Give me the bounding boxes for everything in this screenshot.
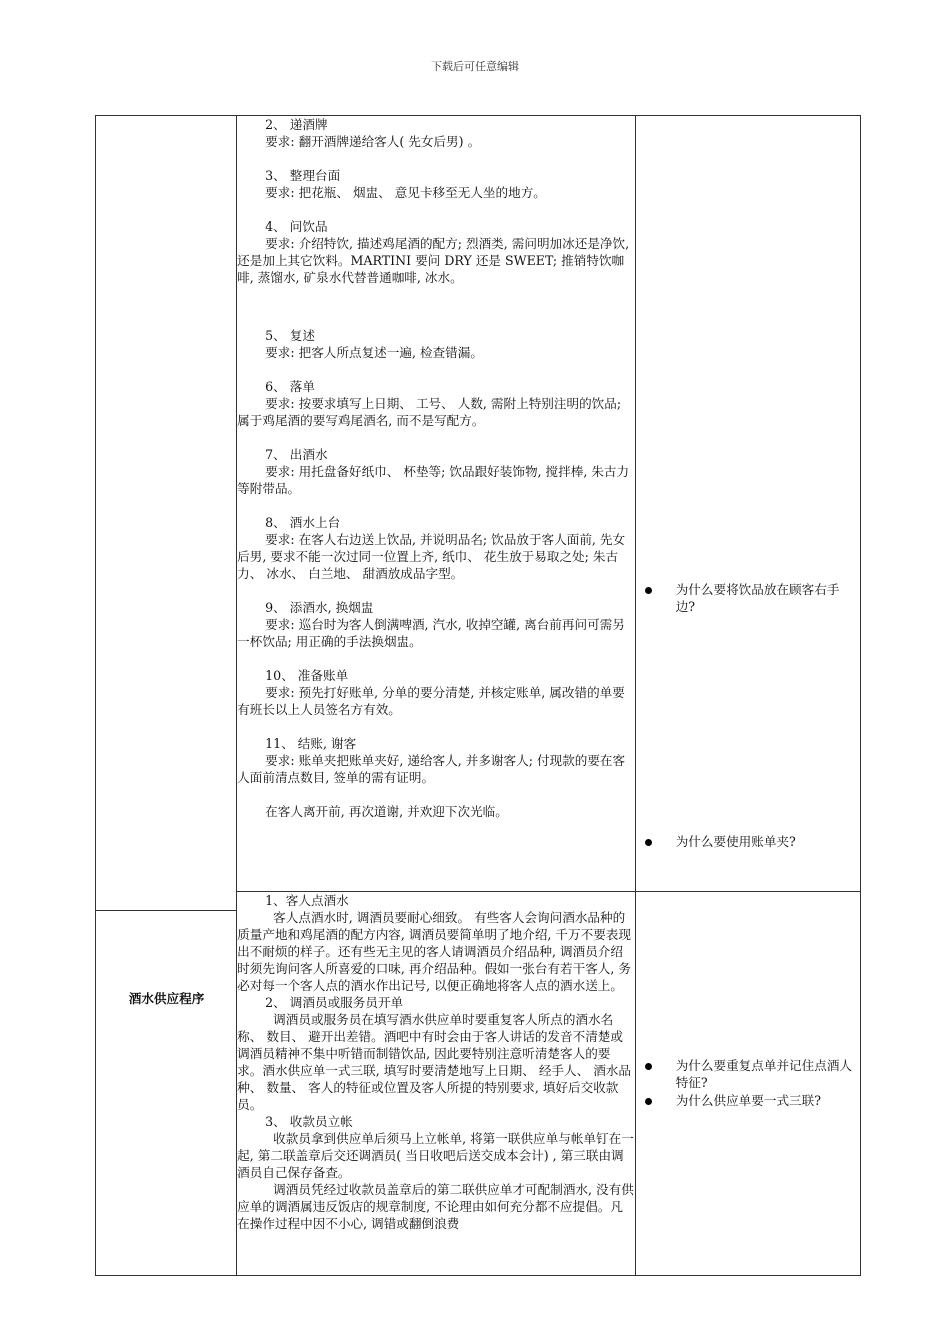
step-requirement: 要求: 把客人所点复述一遍, 检查错漏。 (265, 345, 483, 360)
step-requirement: 要求: 用托盘备好纸巾、 杯垫等; 饮品跟好装饰物, 搅拌棒, 朱古力等附带品。 (237, 464, 630, 496)
step-title: 7、 出酒水 (265, 447, 328, 462)
section-label: 酒水供应程序 (128, 991, 205, 1006)
bullet-icon (645, 1063, 652, 1070)
question-item (636, 1057, 861, 1091)
question-text: 为什么要使用账单夹? (675, 834, 796, 849)
closing-text: 在客人离开前, 再次道谢, 并欢迎下次光临。 (265, 804, 508, 819)
step-title: 5、 复述 (265, 328, 315, 343)
header-note: 下载后可任意编辑 (431, 60, 519, 73)
step-title: 8、 酒水上台 (265, 515, 341, 530)
procedure-text: 收款员拿到供应单后须马上立帐单, 将第一联供应单与帐单钉在一起, 第二联盖章后交还调酒员( 当日收吧后送交成本会计) , 第三联由调酒员自己保存备查。 (237, 1131, 634, 1181)
step-requirement: 要求: 按要求填写上日期、 工号、 人数, 需附上特别注明的饮品; 属于鸡尾酒的要写鸡尾酒名, 而不是写配方。 (237, 396, 622, 428)
label-cell-upper (96, 116, 236, 911)
procedure-title: 3、 收款员立帐 (265, 1114, 353, 1130)
bullet-icon (645, 1098, 652, 1105)
bullet-icon (645, 587, 652, 594)
step-title: 2、 递酒牌 (265, 117, 328, 132)
question-text: 为什么供应单要一式三联? (675, 1093, 821, 1109)
procedure-text: 客人点酒水时, 调酒员要耐心细致。 有些客人会询问酒水品种的质量产地和鸡尾酒的配方内容, 调酒员要简单明了地介绍, 千万不要表现出不耐烦的样子。还有些无主见的客人请调酒员介绍品种, 调酒员介绍时须先询问客人所喜爱的口味, 再介绍品种。假如一张台有若干客人, 务必对每一个客人点的酒水作出记号, 以便正确地将客人点的酒水送上。 (237, 910, 631, 994)
step-title: 11、 结账, 谢客 (265, 736, 357, 751)
procedure-table (95, 115, 861, 1276)
step-requirement: 要求: 把花瓶、 烟盅、 意见卡移至无人坐的地方。 (265, 185, 546, 200)
step-title: 3、 整理台面 (265, 168, 341, 183)
questions-cell (635, 116, 860, 892)
step-title: 6、 落单 (265, 379, 315, 394)
table-row (96, 116, 861, 892)
question-item (636, 581, 861, 615)
step-requirement: 要求: 翻开酒牌递给客人( 先女后男) 。 (265, 134, 481, 149)
step-requirement: 要求: 账单夹把账单夹好, 递给客人, 并多谢客人; 付现款的要在客人面前清点数目, 签单的需有证明。 (237, 753, 626, 785)
questions-cell (635, 892, 860, 1276)
step-requirement: 要求: 巡台时为客人倒满啤酒, 汽水, 收掉空罐, 离台前再问可需另一杯饮品; 用正确的手法换烟盅。 (237, 617, 625, 649)
steps-cell (237, 116, 636, 892)
label-cell (96, 116, 237, 1276)
question-text: 为什么要重复点单并记住点酒人特征? (675, 1058, 852, 1091)
step-requirement: 要求: 介绍特饮, 描述鸡尾酒的配方; 烈酒类, 需问明加冰还是净饮, 还是加上其它饮料。MARTINI 要问 DRY 还是 SWEET; 推销特饮咖啡, 蒸馏水, 矿泉水代替普通咖啡, 冰水。 (237, 236, 630, 285)
procedure-title: 2、 调酒员或服务员开单 (265, 995, 404, 1011)
label-cell-lower (96, 911, 236, 1275)
step-title: 10、 准备账单 (265, 668, 349, 683)
question-text: 为什么要将饮品放在顾客右手边? (675, 582, 840, 614)
procedure-text: 调酒员或服务员在填写酒水供应单时要重复客人所点的酒水名称、 数目、 避开出差错。酒吧中有时会由于客人讲话的发音不清楚或调酒员精神不集中听错而制错饮品, 因此要特别注意听清楚客人的要求。酒水供应单一式三联, 填写时要清楚地写上日期、 经手人、 酒水品种、 数量、 客人的特征或位置及客人所提的特别要求, 填好后交收款员。 (237, 1012, 631, 1113)
step-title: 4、 问饮品 (265, 219, 328, 234)
step-title: 9、 添酒水, 换烟盅 (265, 600, 374, 615)
question-item (636, 833, 861, 850)
procedure-cell (237, 892, 636, 1276)
procedure-title: 1、客人点酒水 (265, 893, 349, 909)
question-item (636, 1092, 861, 1109)
step-requirement: 要求: 预先打好账单, 分单的要分清楚, 并核定账单, 属改错的单要有班长以上人员签名方有效。 (237, 685, 625, 717)
bullet-icon (645, 839, 652, 846)
step-requirement: 要求: 在客人右边送上饮品, 并说明品名; 饮品放于客人面前, 先女后男, 要求不能一次过同一位置上齐, 纸巾、 花生放于易取之处; 朱古力、 冰水、 白兰地、 甜酒放成品字型。 (237, 532, 626, 581)
procedure-text: 调酒员凭经过收款员盖章后的第二联供应单才可配制酒水, 没有供应单的调酒属违反饭店的规章制度, 不论理由如何充分都不应提倡。凡在操作过程中因不小心, 调错或翻倒浪费 (237, 1182, 634, 1232)
